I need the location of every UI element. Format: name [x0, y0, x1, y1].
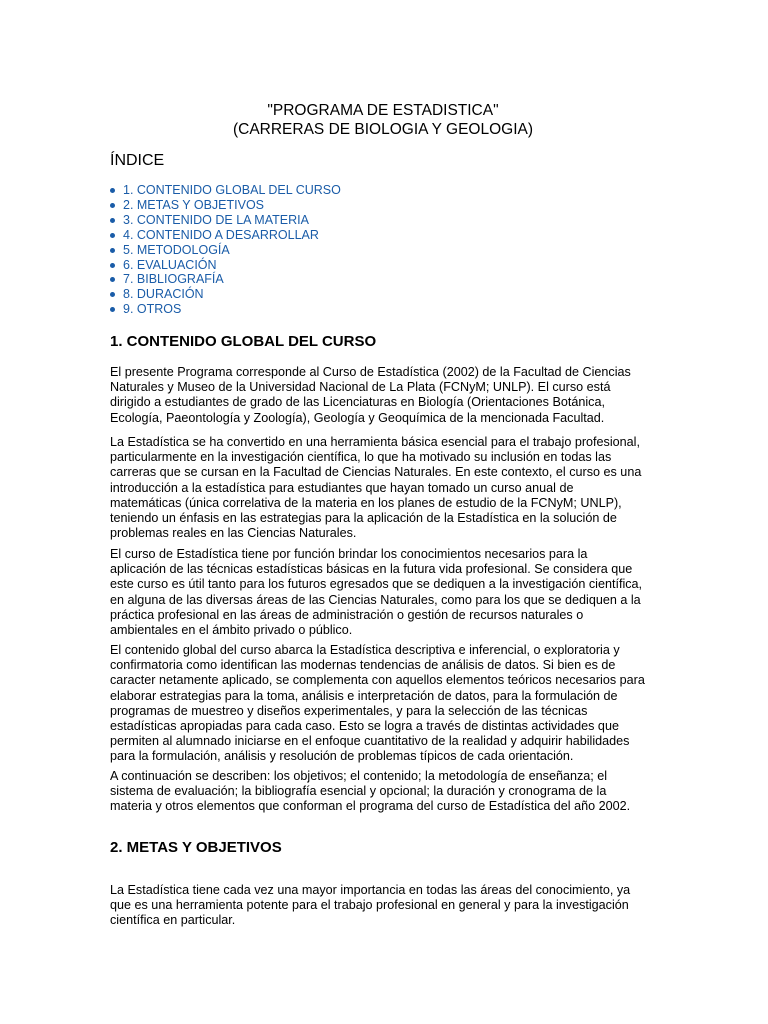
bullet-icon — [110, 188, 115, 193]
document-title — [110, 101, 656, 139]
text-line: carreras que se cursan en la Facultad de Ciencias Naturales. En este contexto, el curso es una — [110, 465, 642, 480]
section-1-heading: 1. CONTENIDO GLOBAL DEL CURSO — [110, 333, 377, 350]
text-line: La Estadística se ha convertido en una herramienta básica esencial para el trabajo profesional, — [110, 435, 640, 449]
toc-link[interactable]: 7. BIBLIOGRAFÍA — [123, 272, 224, 287]
table-of-contents — [110, 183, 341, 317]
bullet-icon — [110, 218, 115, 223]
section-1-paragraph-5 — [110, 769, 670, 815]
section-2-paragraph-1 — [110, 883, 670, 929]
section-1-paragraph-1 — [110, 365, 670, 426]
text-line: sistema de evaluación; la bibliografía esencial y opcional; la duración y cronograma de la — [110, 784, 607, 799]
text-line: La Estadística tiene cada vez una mayor importancia en todas las áreas del conocimiento, ya — [110, 883, 631, 897]
toc-link[interactable]: 4. CONTENIDO A DESARROLLAR — [123, 227, 319, 242]
text-line: A continuación se describen: los objetivos; el contenido; la metodología de enseñanza; el — [110, 769, 608, 783]
toc-item[interactable] — [110, 287, 341, 302]
text-line: caracter netamente aplicado, se complementa con aquellos elementos teóricos necesarios para — [110, 673, 645, 688]
toc-item[interactable] — [110, 198, 341, 213]
text-line: confirmatoria como identifican las modernas tendencias de análisis de datos. Si bien es de — [110, 658, 616, 673]
title-line-2: (CARRERAS DE BIOLOGIA Y GEOLOGIA) — [232, 121, 534, 138]
text-line: para la formulación, análisis y resolución de problemas típicos de cada orientación. — [110, 749, 574, 764]
text-line: El contenido global del curso abarca la Estadística descriptiva e inferencial, o exploratoria y — [110, 643, 620, 657]
text-line: que es una herramienta potente para el trabajo profesional en general y para la investigación — [110, 898, 629, 913]
toc-item[interactable] — [110, 243, 341, 258]
text-line: elaborar estrategias para la toma, análisis e interpretación de datos, para la formulación de — [110, 688, 618, 703]
toc-item[interactable] — [110, 302, 341, 317]
text-line: materia y otros elementos que conforman el programa del curso de Estadística del año 2002. — [110, 799, 631, 814]
text-line: práctica profesional en las áreas de administración o gestión de recursos naturales o — [110, 607, 584, 622]
text-line: dirigido a estudiantes de grado de las Licenciaturas en Biología (Orientaciones Botánica, — [110, 395, 605, 410]
toc-link[interactable]: 9. OTROS — [123, 302, 182, 317]
text-line: introducción a la estadística para estudiantes que hayan tomado un curso anual de — [110, 480, 574, 495]
bullet-icon — [110, 203, 115, 208]
text-line: aplicación de las técnicas estadísticas básicas en la futura vida profesional. Se considera que — [110, 562, 633, 577]
text-line: programas de muestreo y diseños experimentales, y para la selección de las técnicas — [110, 703, 588, 718]
toc-link[interactable]: 6. EVALUACIÓN — [123, 257, 217, 272]
text-line: teniendo un énfasis en las estrategias para la aplicación de la Estadística en la solución de — [110, 511, 617, 526]
bullet-icon — [110, 248, 115, 253]
section-1-paragraph-2 — [110, 435, 670, 541]
toc-item[interactable] — [110, 183, 341, 198]
text-line: estadísticas apropiadas para cada caso. Esto se logra a través de distintas actividades que — [110, 719, 619, 734]
index-heading: ÍNDICE — [110, 152, 165, 169]
bullet-icon — [110, 292, 115, 297]
bullet-icon — [110, 263, 115, 268]
toc-link[interactable]: 5. METODOLOGÍA — [123, 242, 230, 257]
text-line: científica en particular. — [110, 913, 236, 928]
text-line: matemáticas (única correlativa de la materia en los planes de estudio de la FCNyM; UNLP), — [110, 495, 622, 510]
toc-item[interactable] — [110, 258, 341, 273]
text-line: en alguna de las diversas áreas de las Ciencias Naturales, como para los que se dediquen a la — [110, 592, 641, 607]
toc-link[interactable]: 2. METAS Y OBJETIVOS — [123, 197, 265, 212]
toc-item[interactable] — [110, 228, 341, 243]
text-line: ambientales en el ámbito privado o público. — [110, 623, 353, 638]
toc-item[interactable] — [110, 272, 341, 287]
text-line: El presente Programa corresponde al Curso de Estadística (2002) de la Facultad de Ciencias — [110, 365, 631, 379]
title-line-1: "PROGRAMA DE ESTADISTICA" — [267, 102, 499, 119]
text-line: particularmente en la investigación científica, lo que ha motivado su inclusión en todas las — [110, 450, 612, 465]
toc-link[interactable]: 3. CONTENIDO DE LA MATERIA — [123, 212, 309, 227]
text-line: problemas reales en las Ciencias Naturales. — [110, 526, 357, 541]
text-line: Ecología, Paeontología y Zoología), Geología y Geoquímica de la mencionada Facultad. — [110, 410, 605, 425]
section-2-heading: 2. METAS Y OBJETIVOS — [110, 839, 282, 856]
toc-link[interactable]: 1. CONTENIDO GLOBAL DEL CURSO — [123, 183, 341, 197]
toc-item[interactable] — [110, 213, 341, 228]
bullet-icon — [110, 307, 115, 312]
text-line: permiten al alumnado iniciarse en el enfoque cuantitativo de la realidad y adquirir habilidades — [110, 734, 630, 749]
text-line: El curso de Estadística tiene por función brindar los conocimientos necesarios para la — [110, 547, 588, 561]
section-1-paragraph-4 — [110, 643, 670, 765]
bullet-icon — [110, 277, 115, 282]
toc-link[interactable]: 8. DURACIÓN — [123, 287, 204, 302]
text-line: Naturales y Museo de la Universidad Nacional de La Plata (FCNyM; UNLP). El curso está — [110, 380, 611, 395]
bullet-icon — [110, 233, 115, 238]
section-1-paragraph-3 — [110, 547, 670, 638]
text-line: este curso es útil tanto para los futuros egresados que se dediquen a la investigación científica, — [110, 577, 643, 592]
